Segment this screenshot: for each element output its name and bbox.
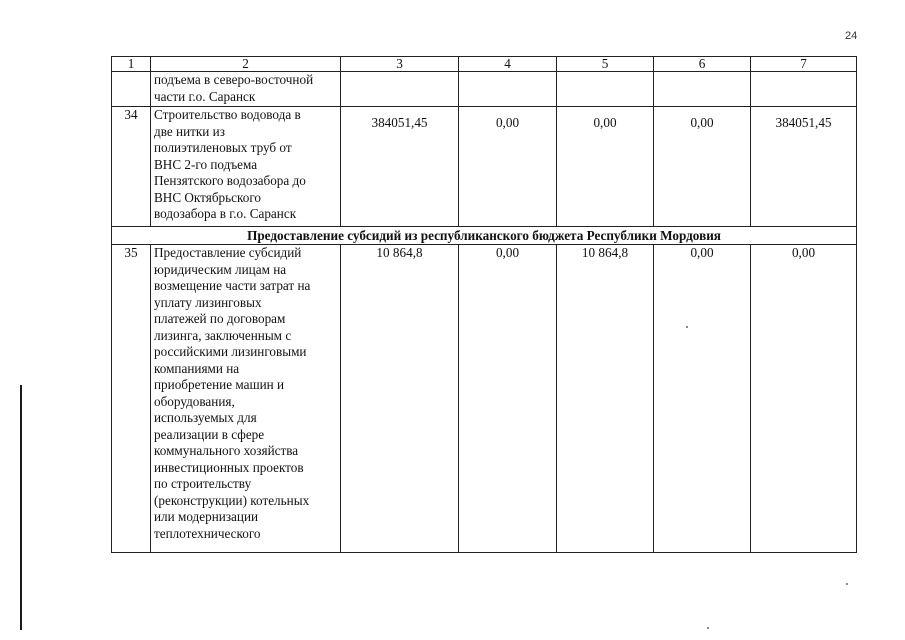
header-cell-7: 7 [751,57,857,72]
value-cell [751,72,857,107]
value-col-7: 384051,45 [751,107,857,227]
scan-dot [707,627,709,629]
value-col-7: 0,00 [751,245,857,553]
table-row-35 [112,245,857,553]
table-row-continuation [112,72,857,107]
value-col-6: 0,00 [654,107,751,227]
header-cell-4: 4 [459,57,557,72]
value-col-6: 0,00 [654,245,751,553]
header-cell-6: 6 [654,57,751,72]
scan-edge-mark [20,385,22,630]
section-title: Предоставление субсидий из республиканского бюджета Республики Мордовия [112,227,857,245]
row-description: Предоставление субсидий юридическим лицам на возмещение части затрат на уплату лизинговых платежей по договорам лизинга, заключенным с российскими лизинговыми компаниями на приобретение машин и оборудования, используемых для реализации в сфере коммунального хозяйства инвестиционных проектов по строительству (реконструкции) котельных или модернизации теплотехнического [151,245,341,553]
value-cell [459,72,557,107]
value-col-5: 0,00 [557,107,654,227]
value-col-5: 10 864,8 [557,245,654,553]
header-cell-1: 1 [112,57,151,72]
header-cell-2: 2 [151,57,341,72]
budget-table [111,56,857,553]
value-col-3: 10 864,8 [341,245,459,553]
value-cell [654,72,751,107]
table-row-34 [112,107,857,227]
row-number: 35 [112,245,151,553]
header-row [112,57,857,72]
row-description: подъема в северо-восточной части г.о. Саранск [151,72,341,107]
header-cell-5: 5 [557,57,654,72]
value-col-4: 0,00 [459,245,557,553]
page-number: 24 [845,30,858,42]
row-description: Строительство водовода в две нитки из полиэтиленовых труб от ВНС 2-го подъема Пензятского водозабора до ВНС Октябрьского водозабора в г.о. Саранск [151,107,341,227]
value-cell [341,72,459,107]
row-number: 34 [112,107,151,227]
value-col-3: 384051,45 [341,107,459,227]
header-cell-3: 3 [341,57,459,72]
section-row [112,227,857,245]
scan-dot [846,583,848,585]
value-cell [557,72,654,107]
value-col-4: 0,00 [459,107,557,227]
row-number-cell [112,72,151,107]
